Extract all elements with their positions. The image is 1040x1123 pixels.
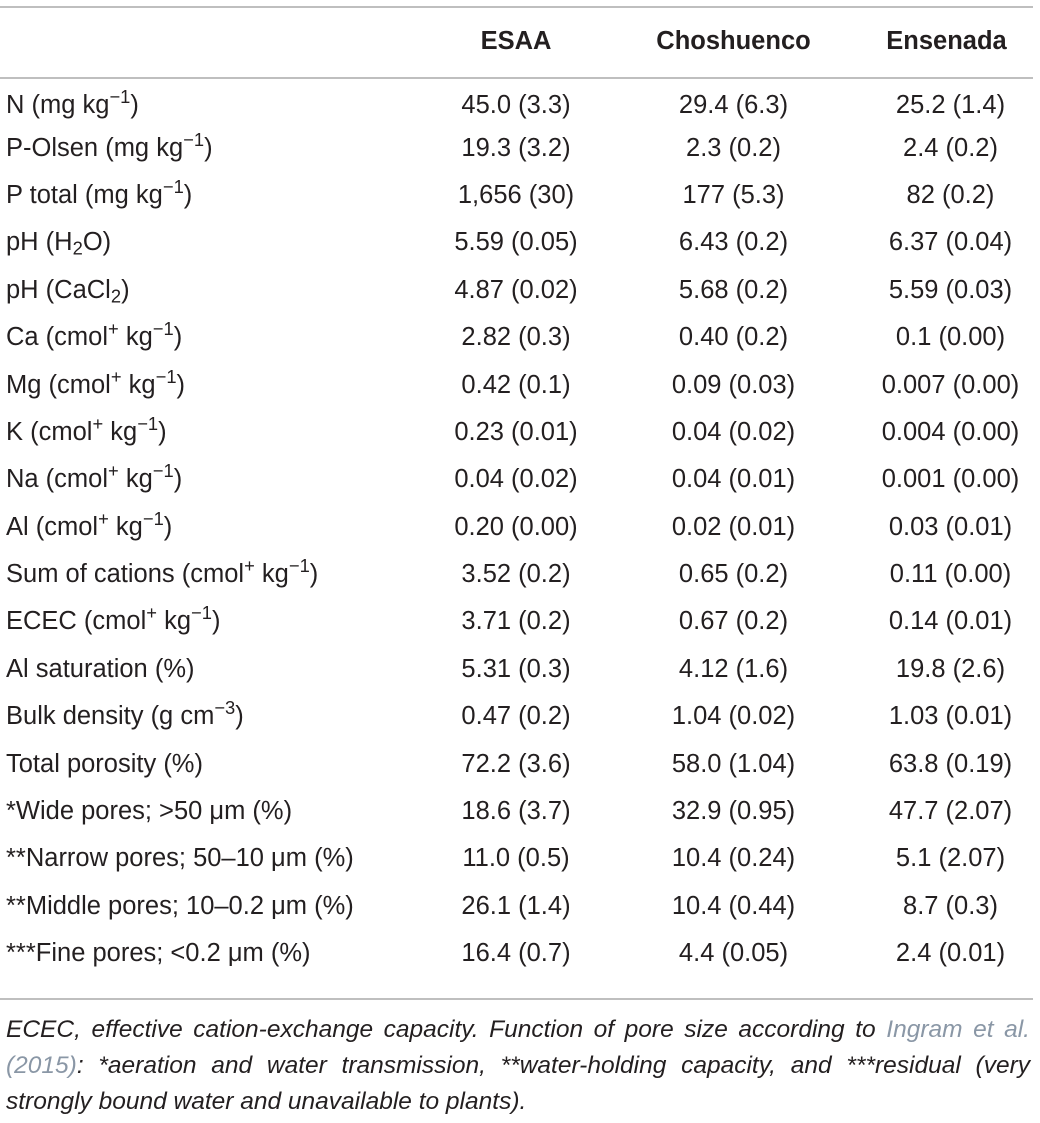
table-body [0, 77, 1033, 977]
row-label: Ca (cmol+ $kg^{-1}$) [6, 318, 183, 352]
row-label: Bulk density (g $cm^{-3}$) [6, 697, 244, 731]
cell-esaa: 5.31 (0.3) [461, 654, 571, 683]
cell-esaa: 0.04 (0.02) [454, 465, 578, 494]
cell-ensenada: 0.007 (0.00) [881, 370, 1020, 399]
cell-ensenada: 0.1 (0.00) [895, 323, 1006, 352]
row-label: Sum of cations (cmol+ $kg^{-1}$) [6, 555, 319, 589]
table-row [0, 361, 1033, 408]
cell-choshuenco: 177 (5.3) [682, 180, 785, 209]
cell-esaa: 45.0 (3.3) [461, 91, 571, 120]
cell-choshuenco: 4.4 (0.05) [678, 939, 789, 968]
cell-ensenada: 0.14 (0.01) [888, 607, 1013, 636]
row-label: K (cmol+ $kg^{-1}$) [6, 412, 167, 446]
table-row [0, 314, 1033, 361]
cell-ensenada: 19.8 (2.6) [895, 654, 1006, 683]
citation-link[interactable]: Ingram et al. (2015) [6, 1016, 1030, 1079]
row-label: ***Fine pores; <0.2 μm (%) [6, 939, 311, 968]
cell-esaa: 72.2 (3.6) [461, 749, 571, 778]
row-label: Na (cmol+ $kg^{-1}$) [6, 460, 183, 494]
cell-esaa: 3.71 (0.2) [461, 607, 571, 636]
row-label: P total (mg $kg^{-1}$) [6, 175, 193, 209]
cell-esaa: 0.47 (0.2) [461, 702, 571, 731]
table-row [0, 740, 1033, 787]
cell-choshuenco: 0.09 (0.03) [671, 370, 796, 399]
table-row [0, 930, 1033, 977]
row-label: **Middle pores; 10–0.2 μm (%) [6, 891, 354, 920]
cell-ensenada: 63.8 (0.19) [888, 749, 1013, 778]
row-label: Mg (cmol+ $kg^{-1}$) [6, 365, 186, 399]
cell-choshuenco: 0.04 (0.02) [671, 417, 796, 446]
cell-choshuenco: 0.40 (0.2) [678, 323, 789, 352]
cell-ensenada: 47.7 (2.07) [888, 797, 1013, 826]
table-row [0, 693, 1033, 740]
table-row [0, 124, 1033, 171]
footnote-text-before: ECEC, effective cation-exchange capacity. Function of pore size according to [6, 1016, 887, 1043]
cell-ensenada: 1.03 (0.01) [888, 702, 1013, 731]
cell-ensenada: 82 (0.2) [906, 180, 995, 209]
header-esaa: ESAA [480, 27, 552, 55]
table-row [0, 646, 1033, 693]
table-row [0, 172, 1033, 219]
table-footnote [6, 1012, 1030, 1120]
cell-ensenada: 25.2 (1.4) [895, 91, 1006, 120]
cell-esaa: 19.3 (3.2) [461, 133, 571, 162]
cell-ensenada: 0.004 (0.00) [881, 417, 1020, 446]
cell-ensenada: 2.4 (0.01) [895, 939, 1006, 968]
row-label: P-Olsen (mg $kg^{-1}$) [6, 128, 213, 162]
row-label: **Narrow pores; 50–10 μm (%) [6, 844, 354, 873]
cell-choshuenco: 2.3 (0.2) [686, 133, 781, 162]
cell-choshuenco: 1.04 (0.02) [671, 702, 796, 731]
table-row [0, 598, 1033, 645]
cell-esaa: 3.52 (0.2) [461, 560, 571, 589]
cell-choshuenco: 4.12 (1.6) [678, 654, 789, 683]
table-row [0, 267, 1033, 314]
table-row [0, 835, 1033, 882]
table-row [0, 409, 1033, 456]
cell-ensenada: 8.7 (0.3) [903, 891, 998, 920]
cell-esaa: 4.87 (0.02) [454, 275, 578, 304]
cell-choshuenco: 29.4 (6.3) [678, 91, 789, 120]
header-stub [0, 0, 425, 77]
cell-esaa: 18.6 (3.7) [461, 797, 571, 826]
cell-choshuenco: 10.4 (0.24) [671, 844, 796, 873]
header-row [0, 0, 1033, 77]
cell-choshuenco: 0.67 (0.2) [678, 607, 789, 636]
table-row [0, 77, 1033, 124]
cell-ensenada: 0.03 (0.01) [888, 512, 1013, 541]
header-ensenada: Ensenada [886, 27, 1007, 55]
cell-esaa: 5.59 (0.05) [454, 228, 578, 257]
cell-esaa: 0.23 (0.01) [454, 417, 578, 446]
cell-ensenada: 6.37 (0.04) [888, 228, 1013, 257]
cell-choshuenco: 58.0 (1.04) [671, 749, 796, 778]
row-label: pH $(H_2O)$ [6, 228, 112, 259]
cell-choshuenco: 5.68 (0.2) [678, 275, 789, 304]
table-row [0, 504, 1033, 551]
cell-choshuenco: 0.04 (0.01) [671, 465, 796, 494]
row-label: Al (cmol+ $kg^{-1}$) [6, 507, 173, 541]
cell-esaa: 2.82 (0.3) [461, 323, 571, 352]
row-label: ECEC (cmol+ $kg^{-1}$) [6, 602, 221, 636]
cell-esaa: 16.4 (0.7) [461, 939, 571, 968]
cell-esaa: 11.0 (0.5) [462, 844, 570, 873]
bottom-rule [0, 998, 1033, 1000]
table-row [0, 551, 1033, 598]
cell-esaa: 0.20 (0.00) [454, 512, 578, 541]
row-label: Al saturation (%) [6, 654, 195, 683]
cell-choshuenco: 0.65 (0.2) [678, 560, 789, 589]
cell-esaa: 26.1 (1.4) [461, 891, 571, 920]
table-row [0, 456, 1033, 503]
cell-choshuenco: 10.4 (0.44) [671, 891, 796, 920]
cell-ensenada: 5.59 (0.03) [888, 275, 1013, 304]
cell-choshuenco: 0.02 (0.01) [671, 512, 796, 541]
cell-choshuenco: 32.9 (0.95) [671, 797, 796, 826]
row-label: *Wide pores; >50 μm (%) [6, 797, 293, 826]
table-row [0, 883, 1033, 930]
cell-ensenada: 0.001 (0.00) [881, 465, 1020, 494]
cell-choshuenco: 6.43 (0.2) [678, 228, 789, 257]
cell-ensenada: 0.11 (0.00) [889, 560, 1012, 589]
table-row [0, 219, 1033, 266]
footnote-text-after: : *aeration and water transmission, **water-holding capacity, and ***residual (very strongly bound water and unavailable to plants). [6, 1052, 1030, 1115]
cell-esaa: 1,656 (30) [457, 180, 575, 209]
cell-esaa: 0.42 (0.1) [461, 370, 571, 399]
row-label: Total porosity (%) [6, 749, 203, 778]
row-label: N (mg $kg^{-1}$) [6, 86, 139, 120]
table-row [0, 788, 1033, 835]
cell-ensenada: 5.1 (2.07) [895, 844, 1006, 873]
header-choshuenco: Choshuenco [656, 27, 811, 55]
cell-ensenada: 2.4 (0.2) [903, 133, 998, 162]
row-label: pH (CaCl$_2$) [6, 275, 130, 307]
